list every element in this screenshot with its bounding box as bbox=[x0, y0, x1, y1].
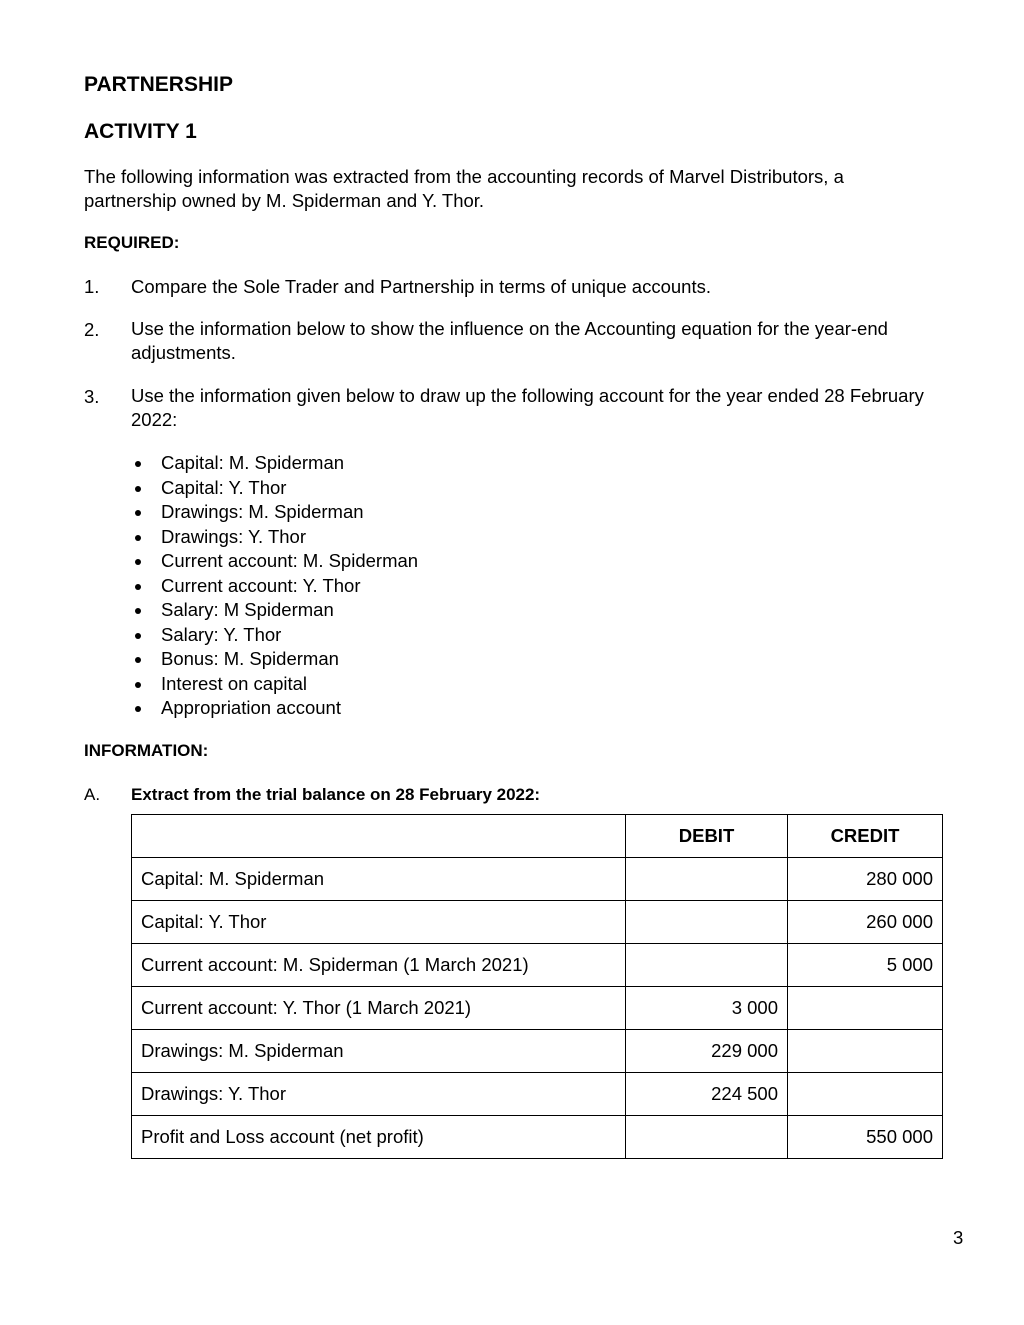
list-item: Interest on capital bbox=[131, 672, 418, 697]
bullet-icon bbox=[135, 510, 141, 516]
bullet-icon bbox=[135, 535, 141, 541]
bullet-icon bbox=[135, 559, 141, 565]
required-item-1-text: Compare the Sole Trader and Partnership in terms of unique accounts. bbox=[131, 276, 711, 297]
page-heading: PARTNERSHIP bbox=[84, 73, 233, 96]
table-row bbox=[132, 901, 943, 944]
list-item: Salary: M Spiderman bbox=[131, 598, 418, 623]
row-credit: 280 000 bbox=[788, 858, 943, 901]
section-a-letter: A. bbox=[84, 785, 101, 804]
bullet-icon bbox=[135, 486, 141, 492]
table-row bbox=[132, 858, 943, 901]
required-item-1-number: 1. bbox=[84, 276, 100, 297]
bullet-icon bbox=[135, 608, 141, 614]
table-row bbox=[132, 1073, 943, 1116]
list-item: Capital: M. Spiderman bbox=[131, 451, 418, 476]
row-credit: 260 000 bbox=[788, 901, 943, 944]
required-item-2-text: Use the information below to show the influence on the Accounting equation for the year-end adjustments. bbox=[131, 318, 888, 363]
activity-title: ACTIVITY 1 bbox=[84, 120, 197, 143]
bullet-icon bbox=[135, 706, 141, 712]
bullet-icon bbox=[135, 633, 141, 639]
required-label: REQUIRED: bbox=[84, 233, 180, 252]
row-debit bbox=[626, 944, 788, 987]
trial-balance-table bbox=[131, 814, 943, 1159]
list-item: Current account: M. Spiderman bbox=[131, 549, 418, 574]
required-item-3-text: Use the information given below to draw up the following account for the year ended 28 February 2022: bbox=[131, 385, 924, 430]
section-a-title: Extract from the trial balance on 28 February 2022: bbox=[131, 785, 541, 804]
row-description: Capital: Y. Thor bbox=[132, 901, 626, 944]
table-row bbox=[132, 987, 943, 1030]
bullet-icon bbox=[135, 657, 141, 663]
row-credit bbox=[788, 1073, 943, 1116]
row-description: Capital: M. Spiderman bbox=[132, 858, 626, 901]
bullet-icon bbox=[135, 461, 141, 467]
required-item-3-number: 3. bbox=[84, 386, 100, 407]
row-credit bbox=[788, 987, 943, 1030]
table-header-row bbox=[132, 815, 943, 858]
list-item: Salary: Y. Thor bbox=[131, 623, 418, 648]
table-row bbox=[132, 944, 943, 987]
list-item: Drawings: Y. Thor bbox=[131, 525, 418, 550]
list-item: Capital: Y. Thor bbox=[131, 476, 418, 501]
row-credit: 550 000 bbox=[788, 1116, 943, 1159]
bullet-icon bbox=[135, 682, 141, 688]
information-label: INFORMATION: bbox=[84, 741, 209, 760]
row-debit: 224 500 bbox=[626, 1073, 788, 1116]
row-debit: 229 000 bbox=[626, 1030, 788, 1073]
list-item: Current account: Y. Thor bbox=[131, 574, 418, 599]
bullet-icon bbox=[135, 584, 141, 590]
table-row bbox=[132, 1116, 943, 1159]
page-number: 3 bbox=[953, 1227, 964, 1248]
row-debit bbox=[626, 1116, 788, 1159]
row-credit bbox=[788, 1030, 943, 1073]
row-description: Current account: M. Spiderman (1 March 2021) bbox=[132, 944, 626, 987]
required-item-2-number: 2. bbox=[84, 319, 100, 340]
row-description: Profit and Loss account (net profit) bbox=[132, 1116, 626, 1159]
row-debit: 3 000 bbox=[626, 987, 788, 1030]
row-debit bbox=[626, 901, 788, 944]
row-credit: 5 000 bbox=[788, 944, 943, 987]
list-item: Bonus: M. Spiderman bbox=[131, 647, 418, 672]
header-debit: DEBIT bbox=[626, 815, 788, 858]
row-description: Drawings: M. Spiderman bbox=[132, 1030, 626, 1073]
row-description: Current account: Y. Thor (1 March 2021) bbox=[132, 987, 626, 1030]
list-item: Appropriation account bbox=[131, 696, 418, 721]
header-credit: CREDIT bbox=[788, 815, 943, 858]
list-item: Drawings: M. Spiderman bbox=[131, 500, 418, 525]
row-debit bbox=[626, 858, 788, 901]
table-row bbox=[132, 1030, 943, 1073]
intro-paragraph: The following information was extracted from the accounting records of Marvel Distributors, a partnership owned by M. Spiderman and Y. Thor. bbox=[84, 166, 844, 211]
header-description bbox=[132, 815, 626, 858]
accounts-bullet-list bbox=[131, 451, 418, 721]
row-description: Drawings: Y. Thor bbox=[132, 1073, 626, 1116]
